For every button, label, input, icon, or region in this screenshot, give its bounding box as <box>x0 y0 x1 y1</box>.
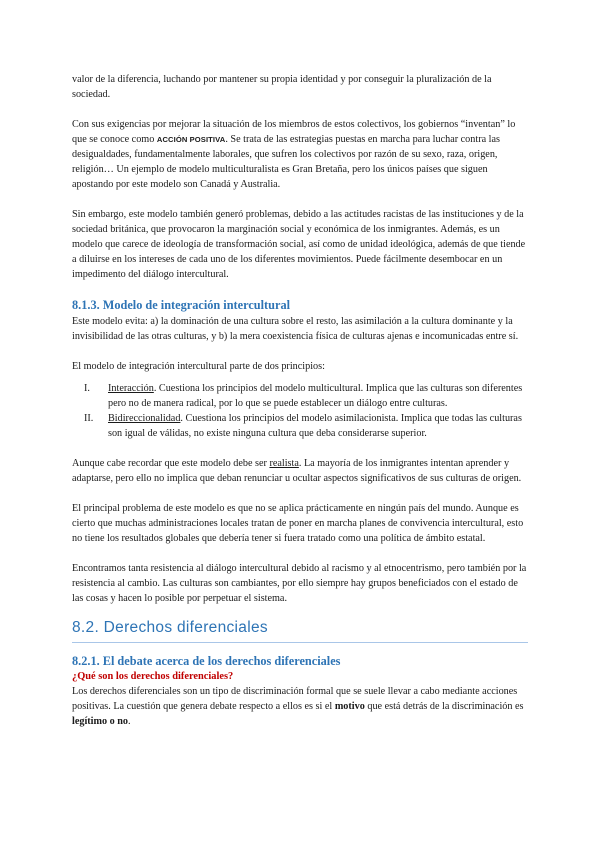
paragraph-main-problem: El principal problema de este modelo es que no se aplica prácticamente en ningún país del mundo. Aunque es cierto que muchas administraciones locales tratan de poner en marcha planes de convivencia intercultural, esto no tiene los resultados globales que debería tener si fuera tratado como una política de ámbito estatal. <box>72 503 524 544</box>
text-segment: Los derechos diferenciales son un tipo de discriminación formal que se suele llevar a cabo mediante acciones positivas. La cuestión que genera debate respecto a ellos es si el <box>72 686 518 712</box>
list-item-text: . Cuestiona los principios del modelo asimilacionista. Implica que todas las culturas son igual de válidas, no existe ninguna cultura que deba considerarse superior. <box>108 413 522 439</box>
heading-8-2: 8.2. Derechos diferenciales <box>72 618 528 643</box>
paragraph-differential-rights <box>72 684 528 729</box>
heading-question: ¿Qué son los derechos diferenciales? <box>72 671 234 682</box>
paragraph-two-principles: El modelo de integración intercultural parte de dos principios: <box>72 361 325 372</box>
text-segment: . <box>128 716 131 727</box>
term-legitimo: legítimo o no <box>72 716 129 727</box>
paragraph-model-avoids: Este modelo evita: a) la dominación de una cultura sobre el resto, las asimilación a la cultura dominante y la invisibilidad de las otras culturas, y b) la mera coexistencia física de culturas ajenas e incomunicadas entre sí. <box>72 316 519 342</box>
paragraph-pluralization: valor de la diferencia, luchando por mantener su propia identidad y por conseguir la pluralización de la sociedad. <box>72 74 492 100</box>
principles-list <box>72 381 528 441</box>
text-segment: . Se trata de las estrategias puestas en marcha para luchar contra las desigualdades, fundamentalmente laborales, que sufren los colectivos por razón de su sexo, raza, origen, religión… Un ejemplo de modelo multiculturalista es Gran Bretaña, pero los únicos países que siguen apostando por este modelo son Canadá y Australia. <box>72 134 500 190</box>
paragraph-realista <box>72 456 528 486</box>
heading-8-2-1: 8.2.1. El debate acerca de los derechos diferenciales <box>72 654 341 668</box>
list-item <box>72 381 528 411</box>
term-accion-positiva: ACCIÓN POSITIVA <box>156 135 226 144</box>
list-number: I. <box>84 383 90 394</box>
text-segment: Aunque cabe recordar que este modelo debe ser <box>72 458 270 469</box>
term-motivo: motivo <box>334 701 365 712</box>
text-segment: . La mayoría de los inmigrantes intentan aprender y adaptarse, pero ello no implica que deban renunciar u ocultar aspectos significativos de sus culturas de origen. <box>72 458 522 484</box>
document-page <box>72 72 528 729</box>
term-bidireccionalidad: Bidireccionalidad <box>108 413 181 424</box>
list-number: II. <box>84 413 94 424</box>
list-item-text: . Cuestiona los principios del modelo multicultural. Implica que las culturas son diferentes pero no de manera radical, por lo que se puede establecer un diálogo entre culturas. <box>108 383 523 409</box>
term-realista: realista <box>269 458 299 469</box>
term-interaccion: Interacción <box>108 383 154 394</box>
text-segment: que está detrás de la discriminación es <box>364 701 524 712</box>
text-segment: Con sus exigencias por mejorar la situación de los miembros de estos colectivos, los gobiernos “inventan” lo que se conoce como <box>72 119 516 145</box>
list-item <box>72 411 528 441</box>
paragraph-positive-action <box>72 117 528 192</box>
paragraph-resistance: Encontramos tanta resistencia al diálogo intercultural debido al racismo y al etnocentrismo, pero también por la resistencia al cambio. Las culturas son cambiantes, por ello siempre hay grupos beneficiados con el estado de las cosas y hacen lo posible por perpetuar el sistema. <box>72 563 527 604</box>
paragraph-problems: Sin embargo, este modelo también generó problemas, debido a las actitudes racistas de las instituciones y de la sociedad británica, que provocaron la marginación social y económica de los inmigrantes. Además, es un modelo que carece de ideología de transformación social, así como de unidad ideológica, además de que tiende a diluirse en los intereses de cada uno de los diferentes movimientos. Puede fácilmente desembocar en un impedimento del diálogo intercultural. <box>72 209 526 280</box>
heading-8-1-3: 8.1.3. Modelo de integración intercultural <box>72 298 291 312</box>
